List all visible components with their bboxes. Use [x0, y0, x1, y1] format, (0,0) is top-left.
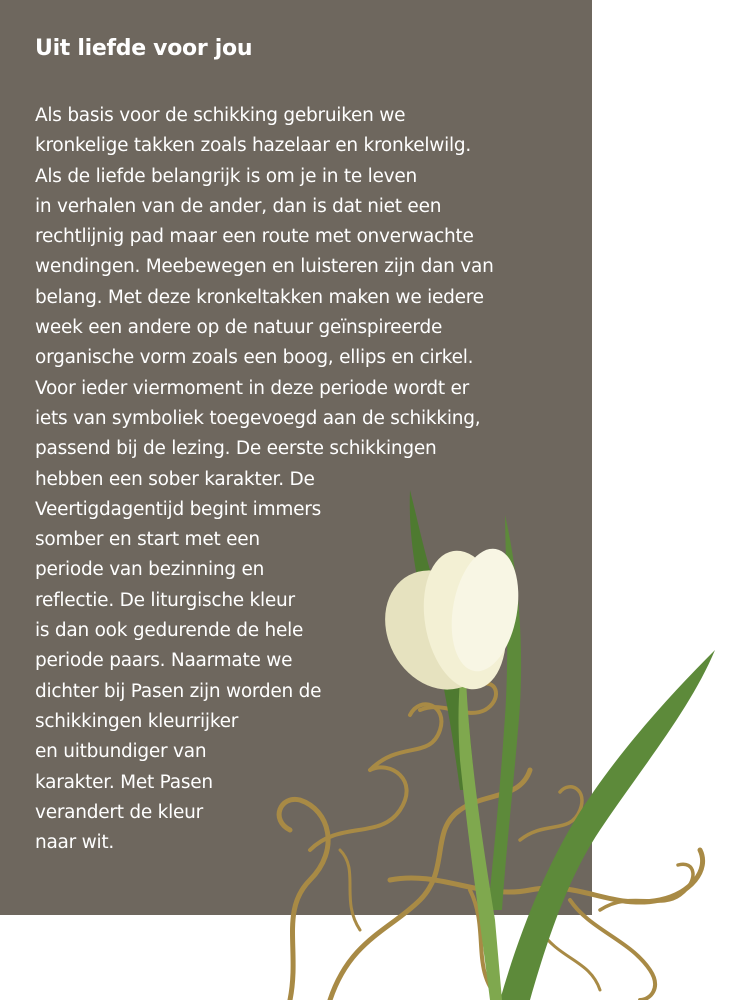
- body-line: Veertigdagentijd begint immers: [35, 498, 321, 520]
- body-line: schikkingen kleurrijker: [35, 710, 239, 732]
- article-title: Uit liefde voor jou: [35, 36, 253, 61]
- branch: [540, 930, 600, 990]
- body-line: Als basis voor de schikking gebruiken we: [35, 105, 406, 126]
- body-line: week een andere op de natuur geïnspireerde: [35, 317, 443, 339]
- body-line: Voor ieder viermoment in deze periode wordt er: [35, 377, 469, 399]
- body-line: periode van bezinning en: [35, 559, 265, 581]
- branch: [340, 850, 360, 930]
- tulip-bloom: [365, 543, 528, 708]
- body-line: somber en start met een: [35, 529, 260, 551]
- body-line: organische vorm zoals een boog, ellips en cirkel.: [35, 347, 474, 369]
- body-line: reflectie. De liturgische kleur: [35, 589, 295, 611]
- branch: [370, 704, 441, 770]
- leaf: [500, 650, 715, 1000]
- tulip-arrangement-illustration: [270, 470, 732, 1000]
- body-line: karakter. Met Pasen: [35, 771, 213, 793]
- body-line: is dan ook gedurende de hele: [35, 620, 304, 642]
- branch: [279, 799, 328, 1000]
- body-line: verandert de kleur: [35, 801, 203, 823]
- body-line: Als de liefde belangrijk is om je in te leven: [35, 165, 417, 187]
- body-line: rechtlijnig pad maar een route met onverwachte: [35, 226, 474, 248]
- body-line: belang. Met deze kronkeltakken maken we iedere: [35, 286, 484, 308]
- body-line: hebben een sober karakter. De: [35, 468, 315, 490]
- branch: [310, 767, 407, 850]
- branch: [570, 900, 655, 1000]
- body-line: in verhalen van de ander, dan is dat niet een: [35, 195, 442, 217]
- body-line: periode paars. Naarmate we: [35, 650, 293, 672]
- body-line: wendingen. Meebewegen en luisteren zijn dan van: [35, 256, 494, 278]
- body-line: passend bij de lezing. De eerste schikkingen: [35, 438, 437, 460]
- body-line: naar wit.: [35, 832, 115, 854]
- body-line: dichter bij Pasen zijn worden de: [35, 680, 322, 702]
- body-line: en uitbundiger van: [35, 741, 207, 763]
- body-line: kronkelige takken zoals hazelaar en kronkelwilg.: [35, 135, 472, 157]
- body-line: iets van symboliek toegevoegd aan de schikking,: [35, 407, 481, 429]
